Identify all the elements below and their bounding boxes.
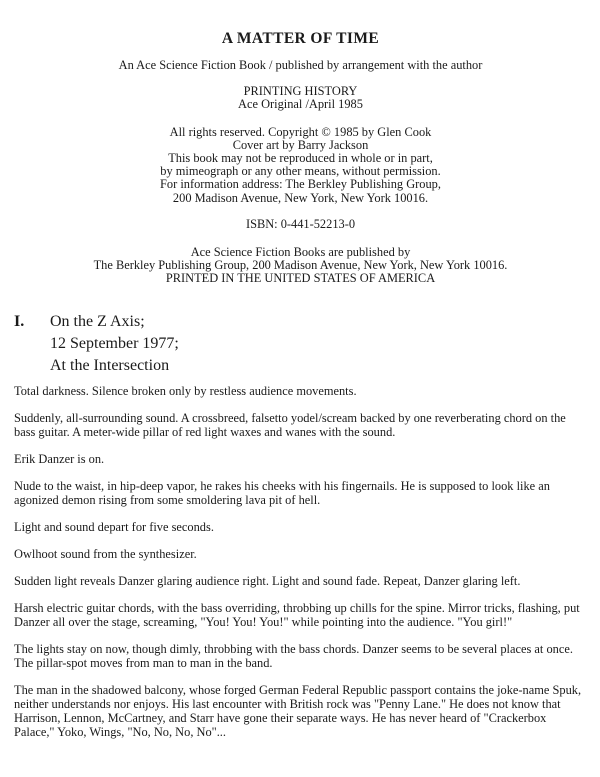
- chapter-heading-line: At the Intersection: [50, 356, 170, 374]
- publisher-block: [14, 246, 587, 286]
- body-paragraph: The man in the shadowed balcony, whose forged German Federal Republic passport contains the joke-name Spuk, neither understands nor enjoys. His last encounter with British rock was "Penny Lane." He does not know that Harrison, Lennon, McCartney, and Starr have gone their separate ways. He has never heard of "Crackerbox Palace," Yoko, Wings, "No, No, No, No"...: [14, 682, 582, 739]
- body-paragraph: The lights stay on now, though dimly, throbbing with the bass chords. Danzer seems to be several places at once. The pillar-spot moves from man to man in the band.: [14, 641, 573, 670]
- copyright-line: Cover art by Barry Jackson: [232, 137, 369, 152]
- copyright-line: This book may not be reproduced in whole or in part,: [168, 151, 433, 166]
- publisher-line: Ace Science Fiction Books are published by: [190, 245, 411, 260]
- printing-history-heading: PRINTING HISTORY: [243, 84, 358, 99]
- copyright-line: 200 Madison Avenue, New York, New York 10016.: [172, 190, 429, 205]
- body-paragraph: Light and sound depart for five seconds.: [14, 519, 214, 534]
- body-paragraph: Nude to the waist, in hip-deep vapor, he rakes his cheeks with his fingernails. He is supposed to look like an agonized demon rising from some smoldering lava pit of hell.: [14, 478, 550, 507]
- chapter-number: I.: [14, 312, 25, 330]
- copyright-line: All rights reserved. Copyright © 1985 by Glen Cook: [169, 124, 432, 139]
- printing-history-edition: Ace Original /April 1985: [238, 97, 363, 112]
- isbn-line: ISBN: 0-441-52213-0: [245, 216, 356, 231]
- copyright-block: [14, 126, 587, 205]
- publisher-line: The Berkley Publishing Group, 200 Madison Avenue, New York, New York 10016.: [93, 258, 508, 273]
- body-paragraph: Owlhoot sound from the synthesizer.: [14, 546, 197, 561]
- chapter-heading: [14, 311, 587, 377]
- body-paragraph: Total darkness. Silence broken only by restless audience movements.: [14, 383, 357, 398]
- body-paragraph: Sudden light reveals Danzer glaring audience right. Light and sound fade. Repeat, Danzer glaring left.: [14, 573, 521, 588]
- page-title: A MATTER OF TIME: [221, 30, 380, 47]
- chapter-heading-line: On the Z Axis;: [50, 312, 145, 330]
- chapter-heading-lines: [50, 311, 179, 377]
- front-matter: [14, 30, 587, 286]
- copyright-line: For information address: The Berkley Publishing Group,: [160, 177, 441, 192]
- body-paragraph: Harsh electric guitar chords, with the bass overriding, throbbing up chills for the spine. Mirror tricks, flashing, put Danzer all over the stage, screaming, "You! You! You!" while pointing into the audience. "You girl!": [14, 600, 580, 629]
- imprint-line: An Ace Science Fiction Book / published by arrangement with the author: [118, 58, 483, 72]
- chapter-body: [14, 384, 587, 739]
- copyright-line: by mimeograph or any other means, without permission.: [160, 164, 441, 179]
- body-paragraph: Suddenly, all-surrounding sound. A crossbreed, falsetto yodel/scream backed by one reverberating chord on the bass guitar. A meter-wide pillar of red light waxes and wanes with the sound.: [14, 410, 566, 439]
- body-paragraph: Erik Danzer is on.: [14, 451, 105, 466]
- printing-history-block: [14, 85, 587, 111]
- publisher-line: PRINTED IN THE UNITED STATES OF AMERICA: [165, 271, 436, 286]
- chapter-heading-line: 12 September 1977;: [50, 334, 179, 352]
